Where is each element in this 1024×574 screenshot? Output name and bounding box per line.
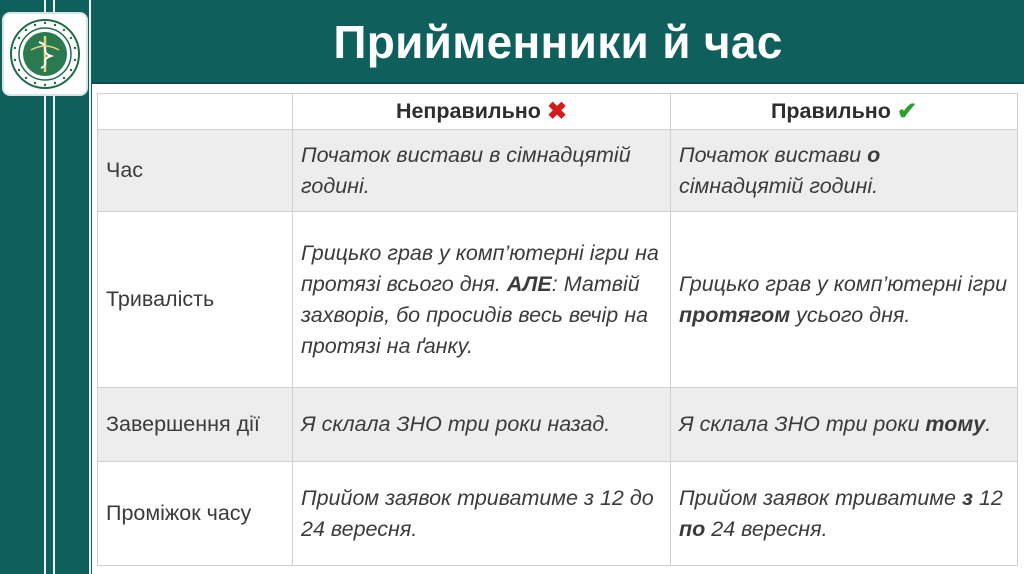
highlighted-preposition: о: [867, 142, 881, 167]
example-text: Прийом заявок триватиме з 12 до 24 вересня.: [301, 485, 654, 541]
example-text: 24 вересня.: [705, 516, 828, 541]
example-text: Грицько грав у комп’ютерні ігри: [679, 271, 1008, 296]
page-title: Прийменники й час: [333, 16, 783, 68]
row-label: Тривалість: [98, 212, 293, 388]
example-text: Грицько грав у комп’ютерні ігри на протязі всього дня.: [301, 240, 659, 296]
highlighted-preposition: по: [679, 516, 706, 541]
highlighted-word: АЛЕ: [506, 271, 552, 296]
example-text: сімнадцятій годині.: [679, 173, 879, 198]
highlighted-preposition: тому: [925, 412, 986, 436]
example-text: Я склала ЗНО три роки: [679, 412, 926, 436]
wrong-example: [293, 388, 671, 462]
header-wrong-cell: [293, 94, 671, 130]
row-label: Завершення дії: [98, 388, 293, 462]
highlighted-preposition: протягом: [679, 302, 791, 327]
example-text: усього дня.: [790, 302, 911, 327]
correct-example: [671, 388, 1018, 462]
header-wrong-label: Неправильно: [395, 99, 541, 123]
table-row: [98, 388, 1018, 462]
example-text: Початок вистави в сімнадцятій годині.: [301, 142, 631, 198]
cross-icon: ✖: [546, 98, 568, 125]
check-icon: ✔: [896, 98, 918, 125]
university-seal-icon: [4, 14, 86, 94]
highlighted-preposition: з: [961, 485, 973, 510]
table-row: [98, 212, 1018, 388]
example-text: Прийом заявок триватиме: [679, 485, 962, 510]
example-text: 12: [972, 485, 1003, 510]
wrong-example: [293, 212, 671, 388]
side-divider-line: [89, 0, 91, 574]
example-text: Початок вистави: [679, 142, 868, 167]
university-logo: [4, 14, 86, 94]
example-text: .: [985, 412, 992, 436]
table-row: [98, 130, 1018, 212]
table-row: [98, 462, 1018, 566]
table-header-row: [98, 94, 1018, 130]
row-label: Час: [98, 130, 293, 212]
comparison-table: [97, 93, 1018, 566]
header-empty-cell: [98, 94, 293, 130]
correct-example: [671, 212, 1018, 388]
row-label: Проміжок часу: [98, 462, 293, 566]
header-correct-label: Правильно: [770, 99, 891, 123]
example-text: : Матвій захворів, бо просидів весь вечір на протязі на ґанку.: [301, 271, 649, 358]
correct-example: [671, 130, 1018, 212]
example-text: Я склала ЗНО три роки назад.: [301, 412, 611, 436]
correct-example: [671, 462, 1018, 566]
wrong-example: [293, 462, 671, 566]
comparison-table-wrap: [97, 93, 1017, 566]
wrong-example: [293, 130, 671, 212]
header-correct-cell: [671, 94, 1018, 130]
